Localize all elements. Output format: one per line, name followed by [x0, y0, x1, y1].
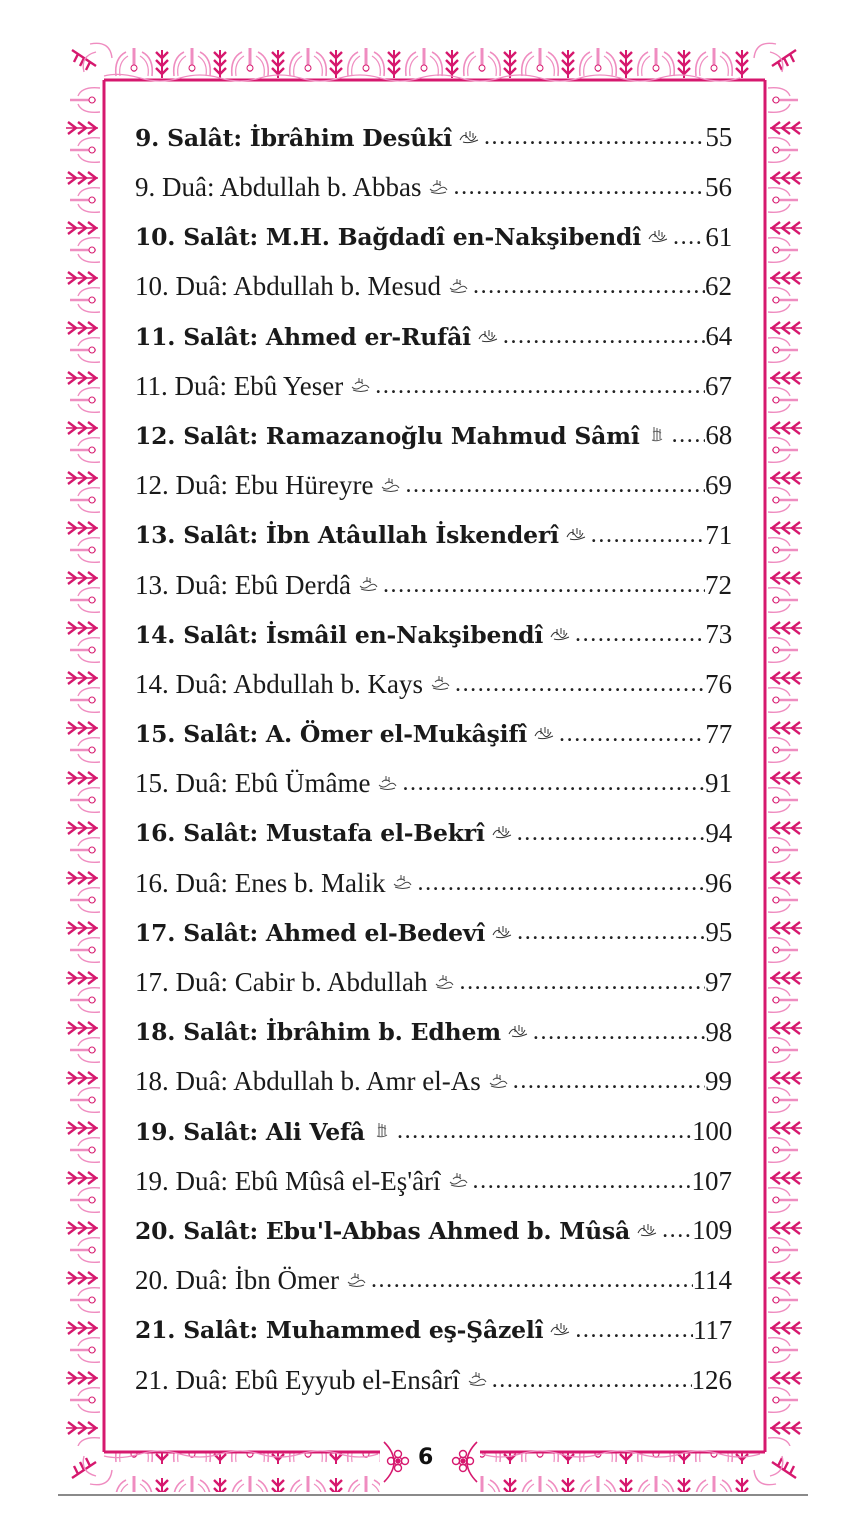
- arabic-honorific-radiyallahu-anh-icon: [345, 1271, 367, 1287]
- dot-leader: [662, 1217, 692, 1244]
- page-ref: 55: [705, 122, 732, 153]
- table-of-contents: [135, 113, 732, 1405]
- toc-entry[interactable]: [135, 312, 732, 362]
- dot-leader: [673, 224, 705, 251]
- flower-ornament-left: [388, 1451, 409, 1472]
- page-ref: 99: [705, 1066, 732, 1097]
- entry-title: 11. Salât: Ahmed er-Rufâî: [135, 322, 471, 351]
- page-ref: 97: [705, 967, 732, 998]
- page-ref: 64: [705, 321, 732, 352]
- page-ref: 107: [691, 1165, 732, 1196]
- toc-entry[interactable]: [135, 709, 732, 759]
- page-ref: 73: [705, 619, 732, 650]
- arabic-honorific-radiyallahu-anh-icon: [447, 1171, 469, 1187]
- page-ref: 69: [705, 470, 732, 501]
- arabic-honorific-rahmetullahi-aleyh-icon: [491, 823, 513, 839]
- entry-title: 19. Duâ: Ebû Mûsâ el-Eş'ârî: [135, 1165, 441, 1196]
- entry-title: 12. Duâ: Ebu Hüreyre: [135, 470, 374, 501]
- dot-leader: [405, 472, 705, 499]
- arabic-honorific-rahmetullahi-aleyh-icon: [636, 1221, 658, 1237]
- page-ref: 109: [692, 1215, 732, 1246]
- arabic-honorific-rahmetullahi-aleyh-icon: [507, 1022, 529, 1038]
- page-number: 6: [418, 1445, 434, 1470]
- toc-entry[interactable]: [135, 361, 732, 411]
- arabic-honorific-radiyallahu-anh-icon: [357, 575, 379, 591]
- dot-leader: [473, 1168, 692, 1195]
- toc-entry[interactable]: [135, 809, 732, 859]
- entry-title: 21. Salât: Muhammed eş-Şâzelî: [135, 1316, 544, 1345]
- page-ref: 117: [693, 1314, 732, 1345]
- page-ref: 71: [705, 519, 732, 550]
- dot-leader: [575, 1317, 693, 1344]
- toc-entry[interactable]: [135, 858, 732, 908]
- toc-entry[interactable]: [135, 411, 732, 461]
- page-ref: 61: [705, 221, 732, 252]
- page-ref: 91: [705, 768, 732, 799]
- bottom-divider: [58, 1494, 808, 1496]
- entry-title: 10. Duâ: Abdullah b. Mesud: [135, 271, 441, 302]
- dot-leader: [513, 1068, 705, 1095]
- entry-title: 18. Salât: İbrâhim b. Edhem: [135, 1018, 501, 1047]
- dot-leader: [591, 522, 706, 549]
- arabic-honorific-rahmetullahi-aleyh-icon: [458, 128, 480, 144]
- entry-title: 20. Duâ: İbn Ömer: [135, 1265, 339, 1296]
- dot-leader: [402, 770, 705, 797]
- arabic-honorific-radiyallahu-anh-icon: [391, 873, 413, 889]
- entry-title: 14. Duâ: Abdullah b. Kays: [135, 668, 423, 699]
- arabic-honorific-radiyallahu-anh-icon: [447, 277, 469, 293]
- entry-title: 16. Salât: Mustafa el-Bekrî: [135, 819, 485, 848]
- arabic-honorific-radiyallahu-anh-icon: [429, 674, 451, 690]
- arabic-honorific-rahmetullahi-aleyh-icon: [477, 327, 499, 343]
- dot-leader: [453, 174, 705, 201]
- dot-leader: [473, 273, 705, 300]
- arabic-honorific-rahmetullahi-aleyh-icon: [549, 1320, 571, 1336]
- arabic-honorific-radiyallahu-anh-icon: [433, 973, 455, 989]
- arabic-honorific-radiyallahu-anh-icon: [487, 1072, 509, 1088]
- toc-entry[interactable]: [135, 958, 732, 1008]
- page-ref: 100: [692, 1116, 732, 1147]
- entry-title: 9. Salât: İbrâhim Desûkî: [135, 123, 452, 152]
- toc-entry[interactable]: [135, 1306, 732, 1356]
- toc-entry[interactable]: [135, 610, 732, 660]
- dot-leader: [517, 820, 706, 847]
- arabic-honorific-rahmetullahi-aleyh-icon: [533, 724, 555, 740]
- dot-leader: [459, 969, 705, 996]
- dot-leader: [375, 373, 705, 400]
- toc-entry[interactable]: [135, 511, 732, 561]
- toc-entry[interactable]: [135, 908, 732, 958]
- entry-title: 11. Duâ: Ebû Yeser: [135, 370, 344, 401]
- entry-title: 18. Duâ: Abdullah b. Amr el-As: [135, 1066, 481, 1097]
- dot-leader: [533, 1019, 706, 1046]
- dot-leader: [492, 1367, 692, 1394]
- page-ref: 72: [705, 569, 732, 600]
- dot-leader: [559, 721, 705, 748]
- dot-leader: [672, 422, 706, 449]
- entry-title: 13. Duâ: Ebû Derdâ: [135, 569, 351, 600]
- toc-entry[interactable]: [135, 1206, 732, 1256]
- entry-title: 21. Duâ: Ebû Eyyub el-Ensârî: [135, 1364, 460, 1395]
- entry-title: 12. Salât: Ramazanoğlu Mahmud Sâmî: [135, 421, 640, 450]
- entry-title: 16. Duâ: Enes b. Malik: [135, 867, 386, 898]
- toc-entry[interactable]: [135, 1156, 732, 1206]
- arabic-honorific-rahmetullahi-aleyh-icon: [565, 525, 587, 541]
- toc-entry[interactable]: [135, 212, 732, 262]
- dot-leader: [484, 124, 705, 151]
- page-ref: 77: [705, 718, 732, 749]
- page-ref: 67: [705, 370, 732, 401]
- entry-title: 10. Salât: M.H. Bağdadî en-Nakşibendî: [135, 223, 641, 252]
- arabic-honorific-radiyallahu-anh-icon: [349, 376, 371, 392]
- arabic-honorific-radiyallahu-anh-icon: [379, 476, 401, 492]
- arabic-honorific-kuddise-sirruh-icon: [646, 426, 668, 442]
- toc-entry[interactable]: [135, 163, 732, 213]
- entry-title: 9. Duâ: Abdullah b. Abbas: [135, 172, 422, 203]
- entry-title: 17. Duâ: Cabir b. Abdullah: [135, 967, 428, 998]
- dot-leader: [455, 671, 705, 698]
- entry-title: 20. Salât: Ebu'l-Abbas Ahmed b. Mûsâ: [135, 1216, 631, 1245]
- page-ref: 94: [705, 817, 732, 848]
- entry-title: 14. Salât: İsmâil en-Nakşibendî: [135, 620, 544, 649]
- entry-title: 19. Salât: Ali Vefâ: [135, 1117, 365, 1146]
- entry-title: 13. Salât: İbn Atâullah İskenderî: [135, 521, 559, 550]
- page-ref: 96: [705, 867, 732, 898]
- arabic-honorific-rahmetullahi-aleyh-icon: [549, 625, 571, 641]
- toc-entry[interactable]: [135, 113, 732, 163]
- arabic-honorific-radiyallahu-anh-icon: [427, 178, 449, 194]
- arabic-honorific-rahmetullahi-aleyh-icon: [647, 227, 669, 243]
- toc-entry[interactable]: [135, 560, 732, 610]
- toc-entry[interactable]: [135, 1355, 732, 1405]
- toc-entry[interactable]: [135, 759, 732, 809]
- dot-leader: [371, 1267, 693, 1294]
- dot-leader: [417, 870, 705, 897]
- dot-leader: [517, 919, 705, 946]
- page-ref: 98: [705, 1016, 732, 1047]
- page-ref: 62: [705, 271, 732, 302]
- arabic-honorific-radiyallahu-anh-icon: [466, 1370, 488, 1386]
- page-ref: 114: [692, 1265, 732, 1296]
- arabic-honorific-kuddise-sirruh-icon: [371, 1122, 393, 1138]
- dot-leader: [575, 621, 705, 648]
- page-ref: 95: [705, 917, 732, 948]
- toc-entry[interactable]: [135, 1256, 732, 1306]
- page-ref: 68: [705, 420, 732, 451]
- flower-ornament-right: [453, 1451, 474, 1472]
- toc-entry[interactable]: [135, 660, 732, 710]
- arabic-honorific-rahmetullahi-aleyh-icon: [491, 923, 513, 939]
- dot-leader: [397, 1118, 692, 1145]
- toc-entry[interactable]: [135, 461, 732, 511]
- toc-entry[interactable]: [135, 1007, 732, 1057]
- page-ref: 56: [705, 172, 732, 203]
- toc-entry[interactable]: [135, 1057, 732, 1107]
- page-ref: 76: [705, 668, 732, 699]
- dot-leader: [383, 572, 705, 599]
- dot-leader: [503, 323, 706, 350]
- entry-title: 15. Salât: A. Ömer el-Mukâşifî: [135, 720, 528, 749]
- entry-title: 17. Salât: Ahmed el-Bedevî: [135, 918, 486, 947]
- entry-title: 15. Duâ: Ebû Ümâme: [135, 768, 371, 799]
- page-ref: 126: [691, 1364, 732, 1395]
- toc-entry[interactable]: [135, 1107, 732, 1157]
- arabic-honorific-radiyallahu-anh-icon: [376, 774, 398, 790]
- toc-entry[interactable]: [135, 262, 732, 312]
